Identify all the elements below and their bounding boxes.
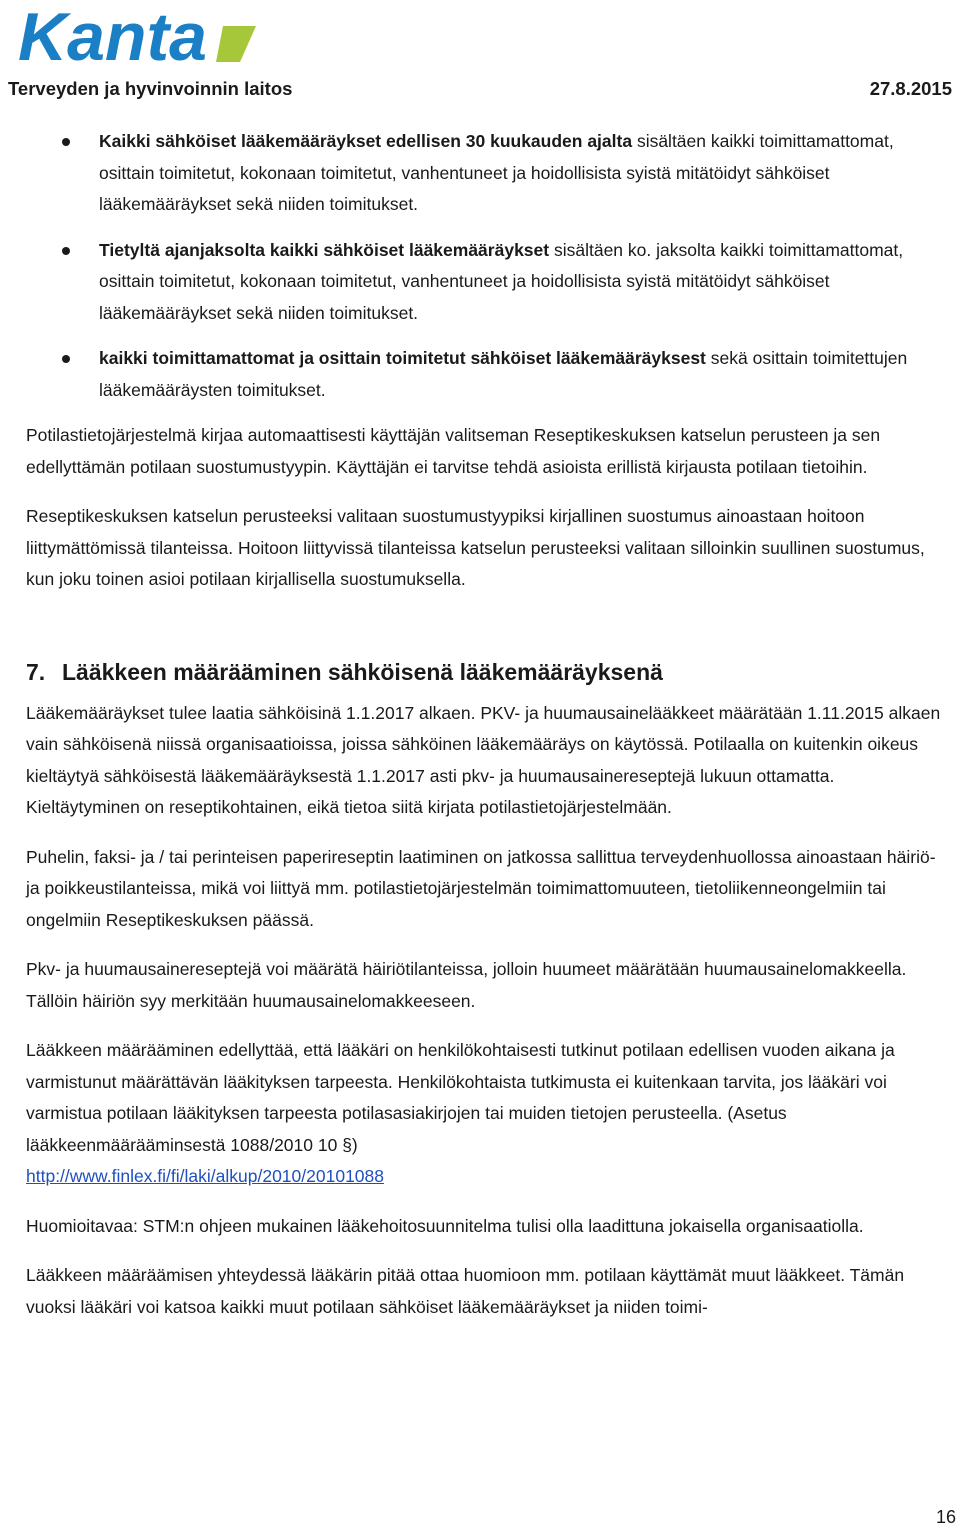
paragraph: Reseptikeskuksen katselun perusteeksi valitaan suostumustyypiksi kirjallinen suostumus ainoastaan hoitoon liittymättömissä tilanteissa. Hoitoon liittyvissä tilanteissa katselun perusteeksi valitaan silloinkin suullinen suostumus, kun joku toinen asioi potilaan kirjallisella suostumuksella. — [26, 506, 925, 589]
finlex-link[interactable]: http://www.finlex.fi/fi/laki/alkup/2010/20101088 — [26, 1166, 384, 1186]
paragraph: Potilastietojärjestelmä kirjaa automaattisesti käyttäjän valitseman Reseptikeskuksen katselun perusteen ja sen edellyttämän potilaan suostumustyypin. Käyttäjän ei tarvitse tehdä asioista erillistä kirjausta potilaan tietoihin. — [26, 425, 881, 477]
paragraph: Pkv- ja huumausainereseptejä voi määrätä häiriötilanteissa, jolloin huumeet määrätään huumausainelomakkeella. Tällöin häiriön syy merkitään huumausainelomakkeeseen. — [26, 959, 907, 1011]
paragraph: Lääkemääräykset tulee laatia sähköisinä 1.1.2017 alkaen. PKV- ja huumausainelääkkeet määrätään 1.11.2015 alkaen vain sähköisenä niissä organisaatioissa, joissa sähköinen lääkemääräys on käytössä. Potilaalla on kuitenkin oikeus kieltäytyä sähköisestä lääkemääräyksestä 1.1.2017 asti pkv- ja huumausainereseptejä lukuun ottamatta. Kieltäytyminen on reseptikohtainen, eikä tietoa siitä kirjata potilastietojärjestelmään. — [26, 702, 941, 817]
logo-accent-icon — [216, 26, 256, 62]
logo-text: Kanta — [18, 2, 207, 68]
bullet-bold-text: Kaikki sähköiset lääkemääräykset edellisen 30 kuukauden ajalta — [99, 131, 633, 151]
page-header — [8, 76, 952, 102]
bullet-icon — [62, 247, 70, 255]
list-item — [26, 235, 942, 330]
bullet-icon — [62, 138, 70, 146]
paragraph-with-link — [26, 1035, 942, 1193]
document-body — [26, 126, 942, 1341]
paragraph: Huomioitavaa: STM:n ohjeen mukainen lääkehoitosuunnitelma tulisi olla laadittuna jokaisella organisaatiolla. — [26, 1215, 864, 1236]
section-number: 7. — [26, 658, 46, 685]
section-heading — [26, 654, 942, 690]
bullet-text: sisältäen kaikki toimittamattomat, osittain toimitetut, kokonaan toimitetut, vanhentuneet ja hoidollisista syistä mitätöidyt sähköiset lääkemääräykset sekä niiden toimitukset. — [99, 131, 894, 214]
paragraph-text: Lääkkeen määrääminen edellyttää, että lääkäri on henkilökohtaisesti tutkinut potilaan edellisen vuoden aikana ja varmistunut määrättävän lääkityksen tarpeesta. Henkilökohtaista tutkimusta ei kuitenkaan tarvita, jos lääkäri voi varmistua potilaan lääkityksen tarpeesta potilasasiakirjojen tai muiden tietojen perusteella. (Asetus lääkkeenmäärääminsestä 1088/2010 10 §) — [26, 1040, 895, 1155]
bullet-text: sisältäen ko. jaksolta kaikki toimittamattomat, osittain toimitetut, kokonaan toimitetut, vanhentuneet ja hoidollisista syistä mitätöidyt sähköiset lääkemääräykset sekä niiden toimitukset. — [99, 239, 904, 323]
bullet-text: sekä osittain toimitettujen lääkemääräysten toimitukset. — [99, 348, 908, 400]
paragraph: Lääkkeen määräämisen yhteydessä lääkärin pitää ottaa huomioon mm. potilaan käyttämät muut lääkkeet. Tämän vuoksi lääkäri voi katsoa kaikki muut potilaan sähköiset lääkemääräykset ja niiden toimi- — [26, 1265, 905, 1317]
section-title: Lääkkeen määrääminen sähköisenä lääkemääräyksenä — [62, 658, 663, 685]
kanta-logo — [18, 2, 258, 68]
paragraph: Puhelin, faksi- ja / tai perinteisen paperireseptin laatiminen on jatkossa sallittua terveydenhuollossa ainoastaan häiriö-ja poikkeustilanteissa, mikä voi liittyä mm. potilastietojärjestelmän toimimattomuuteen, tietoliikenneongelmiin tai ongelmiin Reseptikeskuksen päässä. — [26, 846, 936, 930]
document-date: 27.8.2015 — [869, 78, 952, 99]
list-item — [26, 343, 942, 406]
bullet-list — [26, 126, 942, 406]
bullet-bold-text: Tietyltä ajanjaksolta kaikki sähköiset lääkemääräykset — [99, 239, 550, 260]
bullet-bold-text: kaikki toimittamattomat ja osittain toimitetut sähköiset lääkemääräyksest — [99, 348, 706, 368]
page-number: 16 — [935, 1507, 956, 1527]
organization-name: Terveyden ja hyvinvoinnin laitos — [8, 78, 293, 99]
list-item — [26, 126, 942, 221]
bullet-icon — [62, 355, 70, 363]
